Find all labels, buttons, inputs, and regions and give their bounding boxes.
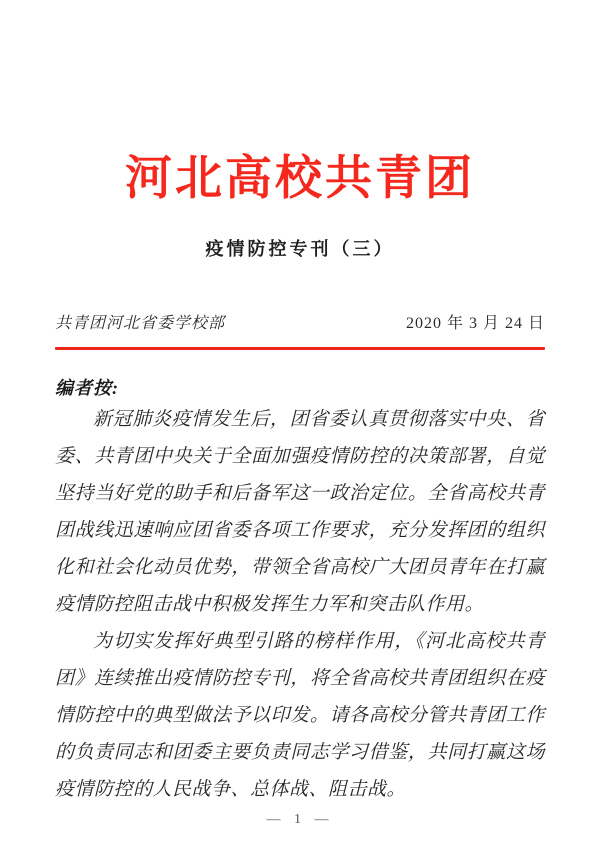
document-subtitle: 疫情防控专刊（三） <box>205 239 395 259</box>
red-divider <box>55 347 545 350</box>
document-title: 河北高校共青团 <box>125 153 475 205</box>
body-paragraph-2: 为切实发挥好典型引路的榜样作用，《河北高校共青团》连续推出疫情防控专刊，将全省高校共青团组织在疫情防控中的典型做法予以印发。请各高校分管共青团工作的负责同志和团委主要负责同志学习借鉴，共同打赢这场疫情防控的人民战争、总体战、阻击战。 <box>55 631 545 800</box>
document-body <box>55 375 545 808</box>
meta-row <box>55 314 545 334</box>
editor-note-label: 编者按: <box>55 378 119 398</box>
issuing-department: 共青团河北省委学校部 <box>55 315 226 332</box>
issue-date: 2020 年 3 月 24 日 <box>405 315 545 332</box>
page-number: — 1 — <box>266 812 334 827</box>
body-paragraph-1: 新冠肺炎疫情发生后，团省委认真贯彻落实中央、省委、共青团中央关于全面加强疫情防控的决策部署，自觉坚持当好党的助手和后备军这一政治定位。全省高校共青团战线迅速响应团省委各项工作要求，充分发挥团的组织化和社会化动员优势，带领全省高校广大团员青年在打赢疫情防控阻击战中积极发挥生力军和突击队作用。 <box>55 409 545 615</box>
